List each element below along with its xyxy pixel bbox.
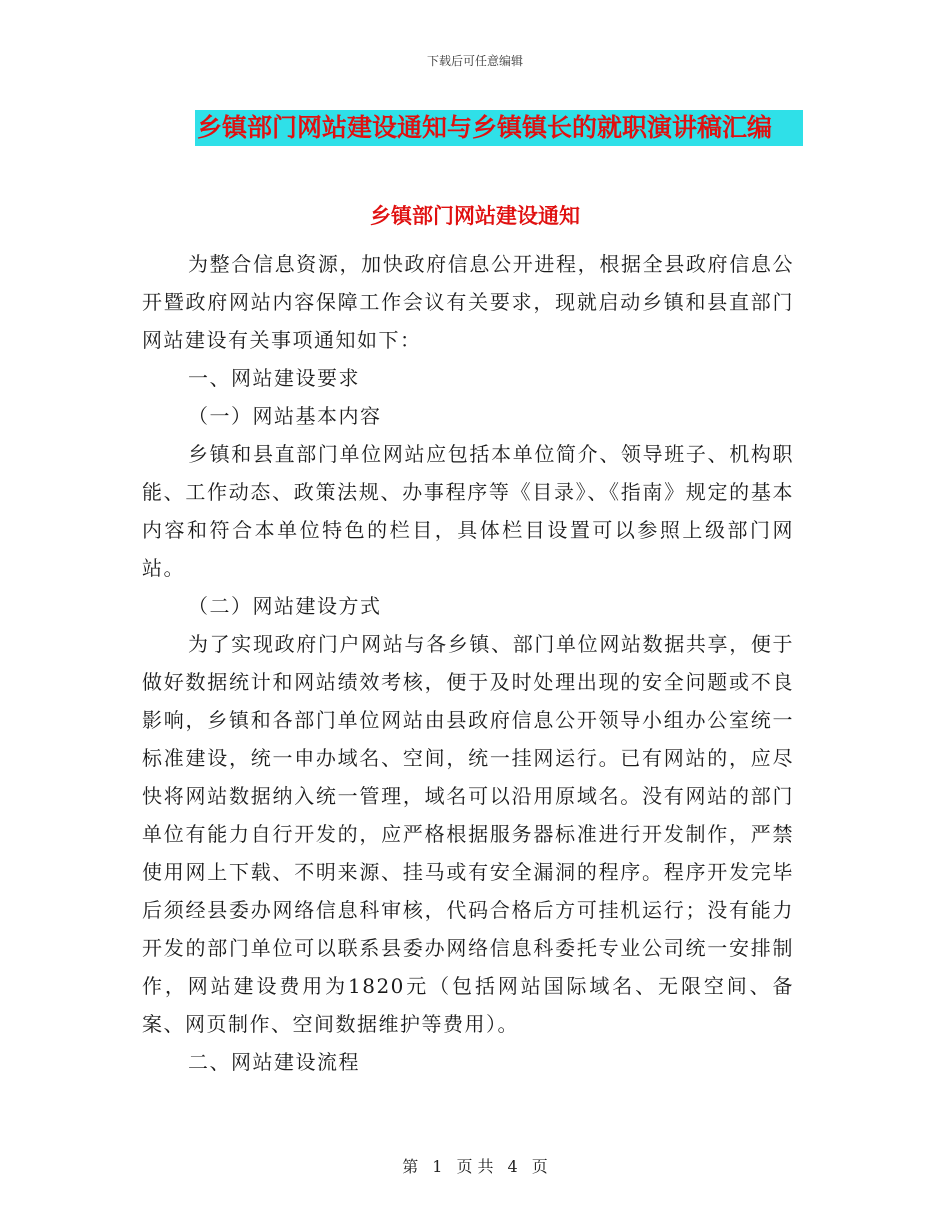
- footer-page-number: 1: [432, 1157, 443, 1176]
- footer-total-pages: 4: [507, 1157, 518, 1176]
- section-title: 乡镇部门网站建设通知: [370, 203, 580, 228]
- paragraph-intro: 为整合信息资源，加快政府信息公开进程，根据全县政府信息公开暨政府网站内容保障工作会议有关要求，现就启动乡镇和县直部门网站建设有关事项通知如下：: [142, 252, 794, 352]
- subheading-build-method: （二）网站建设方式: [188, 594, 382, 618]
- footer-suffix: 页: [531, 1157, 548, 1176]
- document-title: 乡镇部门网站建设通知与乡镇镇长的就职演讲稿汇编: [195, 110, 803, 146]
- footer-middle: 页 共: [456, 1157, 494, 1176]
- page-header-note: 下载后可任意编辑: [426, 54, 523, 68]
- paragraph-build-method: 为了实现政府门户网站与各乡镇、部门单位网站数据共享，便于做好数据统计和网站绩效考核，便于及时处理出现的安全问题或不良影响，乡镇和各部门单位网站由县政府信息公开领导小组办公室统一标准建设，统一申办域名、空间，统一挂网运行。已有网站的，应尽快将网站数据纳入统一管理，域名可以沿用原域名。没有网站的部门单位有能力自行开发的，应严格根据服务器标准进行开发制作，严禁使用网上下载、不明来源、挂马或有安全漏洞的程序。程序开发完毕后须经县委办网络信息科审核，代码合格后方可挂机运行；没有能力开发的部门单位可以联系县委办网络信息科委托专业公司统一安排制作，网站建设费用为1820元（包括网站国际域名、无限空间、备案、网页制作、空间数据维护等费用）。: [142, 632, 794, 1036]
- footer-prefix: 第: [402, 1157, 419, 1176]
- paragraph-basic-content: 乡镇和县直部门单位网站应包括本单位简介、领导班子、机构职能、工作动态、政策法规、办事程序等《目录》、《指南》规定的基本内容和符合本单位特色的栏目，具体栏目设置可以参照上级部门网站。: [142, 442, 794, 580]
- heading-requirements: 一、网站建设要求: [188, 366, 360, 390]
- page-footer: [0, 1154, 950, 1177]
- heading-process: 二、网站建设流程: [188, 1050, 360, 1074]
- document-body: [142, 245, 794, 1081]
- subheading-basic-content: （一）网站基本内容: [188, 404, 382, 428]
